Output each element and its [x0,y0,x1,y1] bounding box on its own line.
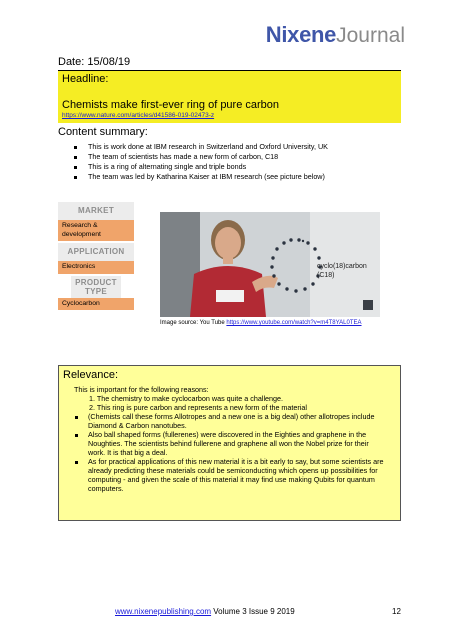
article-link[interactable]: https://www.nature.com/articles/d41586-019-02473-z [62,112,215,119]
logo-suffix: Journal [336,24,405,47]
youtube-link[interactable]: https://www.youtube.com/watch?v=m4T8YAL0TEA [226,320,362,326]
list-item: 1. The chemistry to make cyclocarbon was quite a challenge. [89,394,284,403]
market-label: MARKET [58,202,134,220]
product-type-value: Cyclocarbon [58,298,134,311]
issue-info: Volume 3 Issue 9 2019 [211,607,295,616]
image-source-prefix: Image source: You Tube [160,320,227,326]
list-item: This is a ring of alternating single and triple bonds [74,162,328,172]
photo-caption-line1: cyclo(18)carbon [317,263,367,270]
list-item: The team of scientists has made a new form of carbon, C18 [74,152,328,162]
photo-caption-line2: (C18) [317,272,335,279]
photo-illustration [160,212,380,317]
summary-list [74,142,328,182]
page-number: 12 [392,607,401,616]
research-photo [160,212,380,317]
content-summary-title: Content summary: [58,126,148,138]
headline-label: Headline: [62,73,109,85]
relevance-intro: This is important for the following reasons: [74,385,209,394]
headline-box [58,71,401,123]
application-label: APPLICATION [58,243,134,261]
relevance-list [74,394,384,493]
logo-brand: Nixene [265,22,337,47]
relevance-box [58,365,401,521]
list-item: This is work done at IBM research in Switzerland and Oxford University, UK [74,142,328,152]
list-item: Also ball shaped forms (fullerenes) were discovered in the Eighties and graphene in the Noughties. The scientists behind fullerene and graphene all won the Nobel prize for their work. It is that big a deal. [74,430,384,457]
product-type-label: PRODUCT TYPE [71,276,121,298]
journal-logo [266,22,405,48]
list-item: (Chemists call these forms Allotropes and a new one is a big deal) other allotropes include Diamond & Carbon nanotubes. [74,412,384,430]
list-item: 2. This ring is pure carbon and represents a new form of the material [89,403,307,412]
footer [115,607,295,616]
list-item: As for practical applications of this new material it is a bit early to say, but some scientists are already predicting these materials could be semiconducting which opens up possibilities for computing - and given the scale of this material it may find use making Qubits for quantum computers. [74,457,384,493]
headline-title: Chemists make first-ever ring of pure carbon [62,99,280,111]
publisher-link[interactable]: www.nixenepublishing.com [115,607,212,616]
market-value: Research & development [58,220,134,241]
list-item: The team was led by Katharina Kaiser at IBM research (see picture below) [74,172,328,182]
category-panel [58,202,134,310]
image-source [160,320,362,326]
relevance-title: Relevance: [63,369,119,381]
date-line: Date: 15/08/19 [58,56,401,71]
application-value: Electronics [58,261,134,274]
